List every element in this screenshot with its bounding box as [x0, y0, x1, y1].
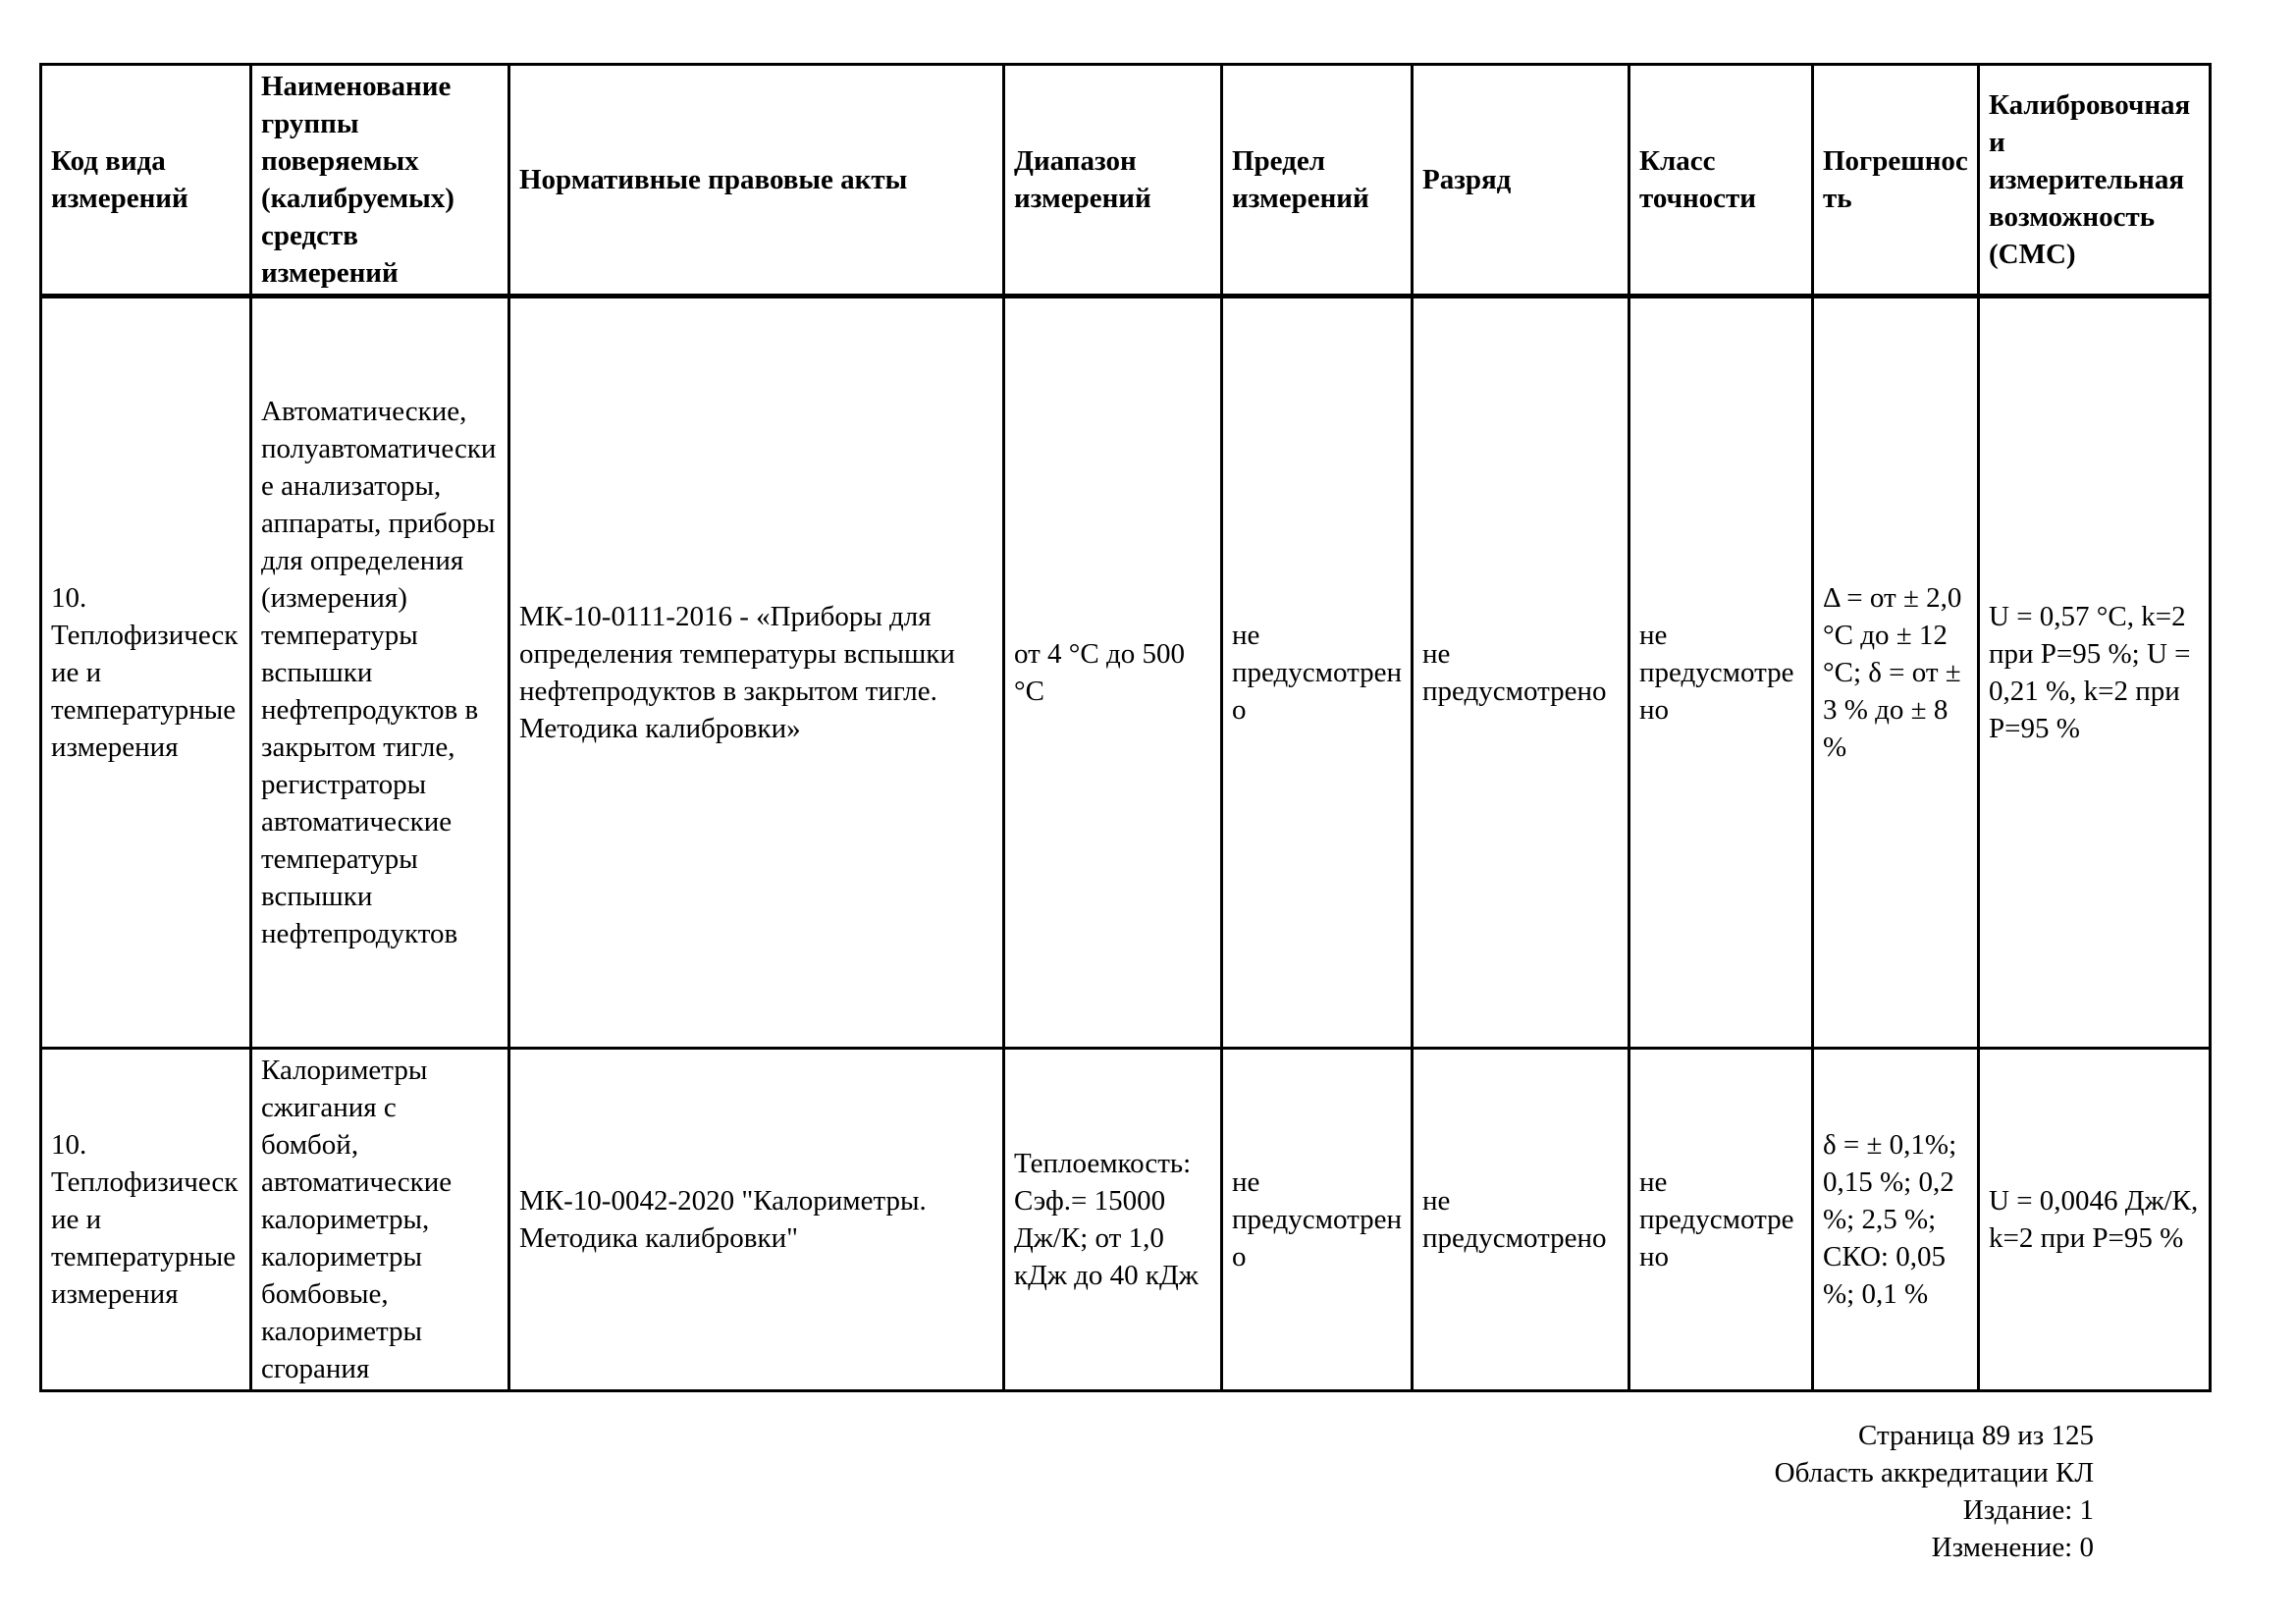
- cell-measurement-range: от 4 °С до 500 °С: [1004, 297, 1222, 1049]
- cell-normative-acts: МК-10-0111-2016 - «Приборы для определения температуры вспышки нефтепродуктов в закрытом тигле. Методика калибровки»: [509, 297, 1004, 1049]
- header-measurement-code: Код вида измерений: [41, 65, 251, 297]
- header-instruments-group: Наименование группы поверяемых (калибруемых) средств измерений: [251, 65, 509, 297]
- header-normative-acts: Нормативные правовые акты: [509, 65, 1004, 297]
- header-rank: Разряд: [1413, 65, 1629, 297]
- cell-accuracy-class: не предусмотрено: [1629, 1049, 1813, 1391]
- header-accuracy-class: Класс точности: [1629, 65, 1813, 297]
- table-row: [41, 1049, 2211, 1391]
- header-measurement-range: Диапазон измерений: [1004, 65, 1222, 297]
- cell-measurement-range: Теплоемкость: Сэф.= 15000 Дж/К; от 1,0 кДж до 40 кДж: [1004, 1049, 1222, 1391]
- cell-error: δ = ± 0,1%; 0,15 %; 0,2 %; 2,5 %; СКО: 0,05 %; 0,1 %: [1813, 1049, 1979, 1391]
- footer-edition: Издание: 1: [1962, 1494, 2094, 1526]
- cell-measurement-limit: не предусмотрено: [1222, 1049, 1413, 1391]
- cell-rank: не предусмотрено: [1413, 1049, 1629, 1391]
- footer-page-number: Страница 89 из 125: [1857, 1420, 2094, 1451]
- cell-cmc: U = 0,57 °С, k=2 при Р=95 %; U = 0,21 %, k=2 при Р=95 %: [1979, 297, 2211, 1049]
- page-footer: [39, 1417, 2094, 1566]
- cell-cmc: U = 0,0046 Дж/К, k=2 при Р=95 %: [1979, 1049, 2211, 1391]
- cell-rank: не предусмотрено: [1413, 297, 1629, 1049]
- cell-instruments-group: Автоматические, полуавтоматические анализаторы, аппараты, приборы для определения (измерения) температуры вспышки нефтепродуктов в закрытом тигле, регистраторы автоматические температуры вспышки нефтепродуктов: [251, 297, 509, 1049]
- cell-accuracy-class: не предусмотрено: [1629, 297, 1813, 1049]
- cell-instruments-group: Калориметры сжигания с бомбой, автоматические калориметры, калориметры бомбовые, калориметры сгорания: [251, 1049, 509, 1391]
- header-measurement-limit: Предел измерений: [1222, 65, 1413, 297]
- header-error: Погрешность: [1813, 65, 1979, 297]
- cell-measurement-limit: не предусмотрено: [1222, 297, 1413, 1049]
- cell-measurement-code: 10. Теплофизические и температурные измерения: [41, 1049, 251, 1391]
- cell-measurement-code: 10. Теплофизические и температурные измерения: [41, 297, 251, 1049]
- table-header-row: [41, 65, 2211, 297]
- footer-revision: Изменение: 0: [1931, 1532, 2094, 1563]
- table-row: [41, 297, 2211, 1049]
- footer-scope-title: Область аккредитации КЛ: [1774, 1457, 2094, 1489]
- header-cmc: Калибровочная и измерительная возможность (СМС): [1979, 65, 2211, 297]
- cell-normative-acts: МК-10-0042-2020 "Калориметры. Методика калибровки": [509, 1049, 1004, 1391]
- accreditation-scope-table: [39, 63, 2212, 1392]
- cell-error: Δ = от ± 2,0 °С до ± 12 °С; δ = от ± 3 % до ± 8 %: [1813, 297, 1979, 1049]
